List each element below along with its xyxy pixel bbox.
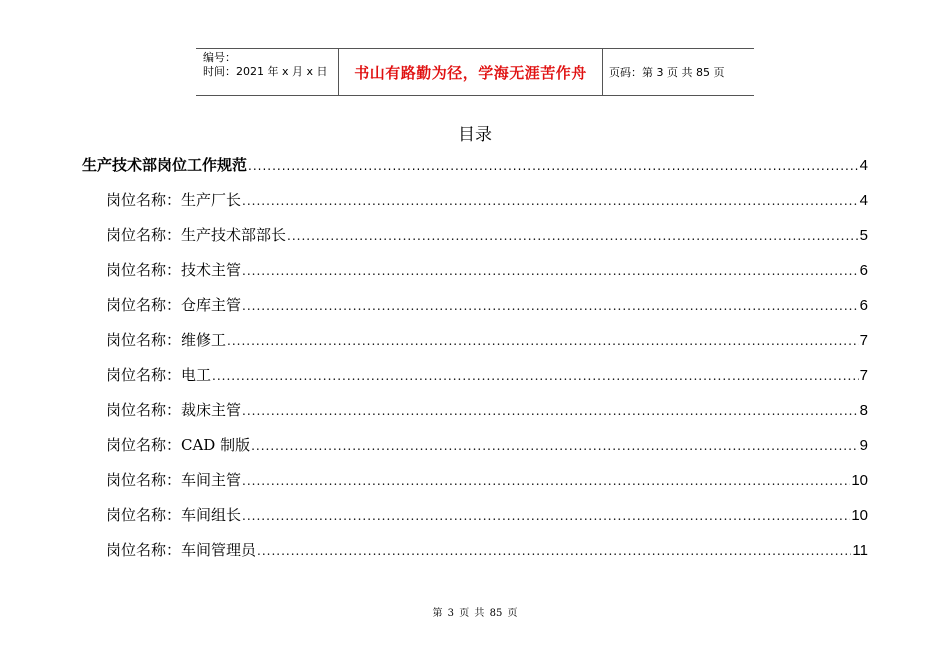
toc-entry[interactable] xyxy=(106,224,868,248)
toc-leader-dots xyxy=(257,544,851,558)
toc-leader-dots xyxy=(242,194,859,208)
toc-leader-dots xyxy=(242,299,859,313)
toc-entry[interactable] xyxy=(106,504,868,528)
time-label: 时间：2021 年 x 月 x 日 xyxy=(203,65,328,78)
toc-entry-text: 岗位名称：技术主管 xyxy=(106,261,242,279)
toc-entry-page: 4 xyxy=(859,157,868,174)
toc-entry-page: 11 xyxy=(852,542,868,559)
document-header-table xyxy=(196,48,754,96)
toc-leader-dots xyxy=(287,229,859,243)
toc-entry-page: 4 xyxy=(859,192,868,209)
toc-entry[interactable] xyxy=(106,539,868,563)
toc-entry-page: 7 xyxy=(859,332,868,349)
toc-entry-text: 岗位名称：车间组长 xyxy=(106,506,242,524)
page-footer xyxy=(0,604,950,619)
toc-entry-text: 岗位名称：维修工 xyxy=(106,331,227,349)
toc-leader-dots xyxy=(227,334,859,348)
toc-entry-section[interactable] xyxy=(82,154,868,178)
toc-entry-page: 6 xyxy=(859,297,868,314)
number-label: 编号： xyxy=(203,51,236,64)
page-code-text: 页码：第 3 页 共 85 页 xyxy=(609,66,725,79)
toc-leader-dots xyxy=(248,159,859,173)
toc-leader-dots xyxy=(242,404,859,418)
toc-entry[interactable] xyxy=(106,434,868,458)
toc-entry[interactable] xyxy=(106,469,868,493)
toc-entry[interactable] xyxy=(106,364,868,388)
toc-entry-text: 岗位名称：裁床主管 xyxy=(106,401,242,419)
toc-entry[interactable] xyxy=(106,399,868,423)
toc-leader-dots xyxy=(242,474,850,488)
toc-entry-page: 9 xyxy=(859,437,868,454)
toc-entry-text: 岗位名称：车间管理员 xyxy=(106,541,257,559)
toc-entry-page: 10 xyxy=(851,507,868,524)
toc-entry-text: 岗位名称：生产技术部部长 xyxy=(106,226,287,244)
toc-entry[interactable] xyxy=(106,294,868,318)
page-code-cell xyxy=(603,49,754,95)
toc-entry-text: 岗位名称：电工 xyxy=(106,366,212,384)
toc-entry[interactable] xyxy=(106,329,868,353)
toc-title: 目录 xyxy=(458,125,492,145)
toc-entry-text: 岗位名称：车间主管 xyxy=(106,471,242,489)
toc-entry-text: 岗位名称：CAD 制版 xyxy=(106,436,251,454)
toc-entry-text: 生产技术部岗位工作规范 xyxy=(82,156,248,174)
toc-leader-dots xyxy=(251,439,859,453)
toc-entry-page: 10 xyxy=(851,472,868,489)
toc-leader-dots xyxy=(242,509,850,523)
motto-text: 书山有路勤为径，学海无涯苦作舟 xyxy=(354,63,587,82)
toc-entry-page: 7 xyxy=(859,367,868,384)
toc-entry[interactable] xyxy=(106,189,868,213)
toc-leader-dots xyxy=(212,369,859,383)
toc-entry-page: 5 xyxy=(859,227,868,244)
header-meta-cell xyxy=(196,49,338,95)
toc-entry-text: 岗位名称：生产厂长 xyxy=(106,191,242,209)
motto-cell xyxy=(338,49,603,95)
toc-entry[interactable] xyxy=(106,259,868,283)
toc-entry-page: 8 xyxy=(859,402,868,419)
toc-leader-dots xyxy=(242,264,859,278)
footer-page-indicator: 第 3 页 共 85 页 xyxy=(432,608,518,619)
toc-entry-text: 岗位名称：仓库主管 xyxy=(106,296,242,314)
toc-entry-page: 6 xyxy=(859,262,868,279)
